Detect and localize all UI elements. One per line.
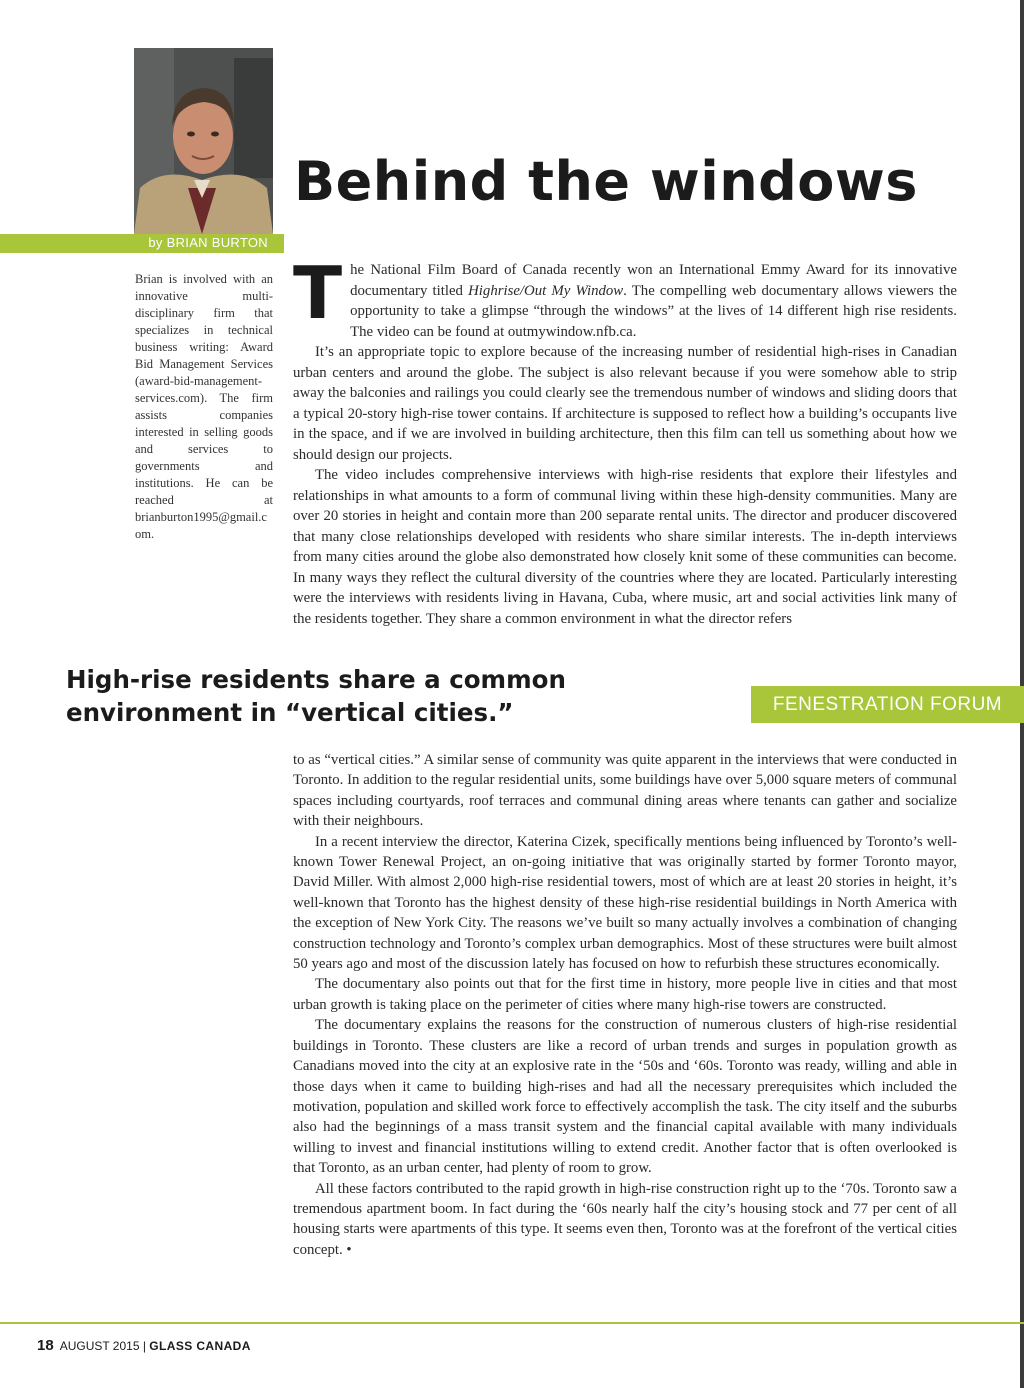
paragraph: All these factors contributed to the rapid growth in high-rise construction right up to the ‘70s. Toronto saw a tremendous apartment boom. In fact during the ‘60s nearly half the city’s housing stock and 77 per cent of all housing starts were apartments of this type. It seems even then, Toronto was at the forefront of the vertical cities concept. • [293,1180,957,1258]
page-number: 18 [37,1337,54,1354]
article-body-top [293,260,957,652]
section-tag: FENESTRATION FORUM [751,686,1024,723]
documentary-title: Highrise/Out My Window [468,282,624,299]
article-body-bottom [293,750,957,1310]
author-bio: Brian is involved with an innovative multi-disciplinary firm that specializes in technical business writing: Award Bid Management Services (award-bid-management-services.com). The firm assists companies interested in selling goods and services to governments and institutions. He can be reached at brianburton1995@gmail.com. [135,272,273,541]
byline-bar [0,234,284,253]
drop-cap: T [293,260,343,335]
page-footer [37,1337,251,1354]
issue-date: AUGUST 2015 | [59,1339,150,1353]
article-title: Behind the windows [294,150,918,213]
paragraph: The documentary also points out that for the first time in history, more people live in cities and that most urban growth is taking place on the perimeter of cities where many high-rise towers are constructed. [293,976,957,1013]
footer-rule [0,1322,1024,1324]
paragraph: In a recent interview the director, Katerina Cizek, specifically mentions being influenced by Toronto’s well-known Tower Renewal Project, an on-going initiative that was originally started by former Toronto mayor, David Miller. With almost 2,000 high-rise residential towers, most of which are at least 20 stories in height, it’s well-known that Toronto has the highest density of these high-rise residential buildings in North America with the exception of New York City. The reasons we’ve built so many actually involves a combination of changing construction technology and Toronto’s complex urban demographics. Most of these structures were built almost 50 years ago and most of the discussion lately has focused on how to refurbish these structures economically. [293,833,957,973]
intro-text-a: he National Film Board of Canada recently won an International Emmy Award for its innovative documentary titled [350,262,957,299]
intro-text-b: . The compelling web documentary allows viewers the opportunity to take a glimpse “through the windows” at the lives of 14 different high rise residents. The video can be found at outmywindow.nfb.ca. [350,282,957,340]
paragraph: The video includes comprehensive interviews with high-rise residents that explore their lifestyles and relationships in what amounts to a form of communal living within these high-density communities. Many are over 20 stories in height and contain more than 200 separate rental units. The director and producer discovered that many close relationships developed with residents who share similar interests. The in-depth interviews from many cities around the globe also demonstrated how closely knit some of these communities can become. In many ways they reflect the cultural diversity of the countries where they are located. Particularly interesting were the interviews with residents living in Havana, Cuba, where music, art and social activities link many of the residents together. They share a common environment in what the director refers [293,467,957,627]
paragraph-intro [293,260,957,342]
byline: by BRIAN BURTON [148,235,268,250]
paragraph: The documentary explains the reasons for the construction of numerous clusters of high-rise residential buildings in Toronto. These clusters are like a record of urban trends and surges in population growth as Canadians moved into the city at an explosive rate in the ‘50s and ‘60s. Toronto was ready, willing and able in those days when it came to building high-rises and had all the necessary prerequisites which included the motivation, population and skilled work force to effectively accomplish the task. The city itself and the suburbs also had the beginnings of a mass transit system and the financial capital available with many individuals willing to invest and financial institutions willing to extend credit. Another factor that is often overlooked is that Toronto, as an urban center, had plenty of room to grow. [293,1017,957,1177]
paragraph-continued: to as “vertical cities.” A similar sense of community was quite apparent in the interviews that were conducted in Toronto. In addition to the regular residential units, some buildings have over 5,000 square meters of communal spaces including courtyards, roof terraces and communal dining areas where tenants can gather and socialize with their neighbours. [293,752,957,830]
pull-quote: High-rise residents share a common environment in “vertical cities.” [66,665,566,727]
magazine-name: GLASS CANADA [149,1339,251,1353]
author-photo [134,48,273,234]
paragraph: It’s an appropriate topic to explore because of the increasing number of residential high-rises in Canadian urban centers and around the globe. The subject is also relevant because if you were somehow able to strip away the balconies and railings you could clearly see the tremendous number of windows and sliding doors that a typical 20-story high-rise tower contains. If architecture is supposed to reflect how a building’s occupants live in the space, and if we are involved in building architecture, then this film can tell us something about how we should design our projects. [293,344,957,463]
